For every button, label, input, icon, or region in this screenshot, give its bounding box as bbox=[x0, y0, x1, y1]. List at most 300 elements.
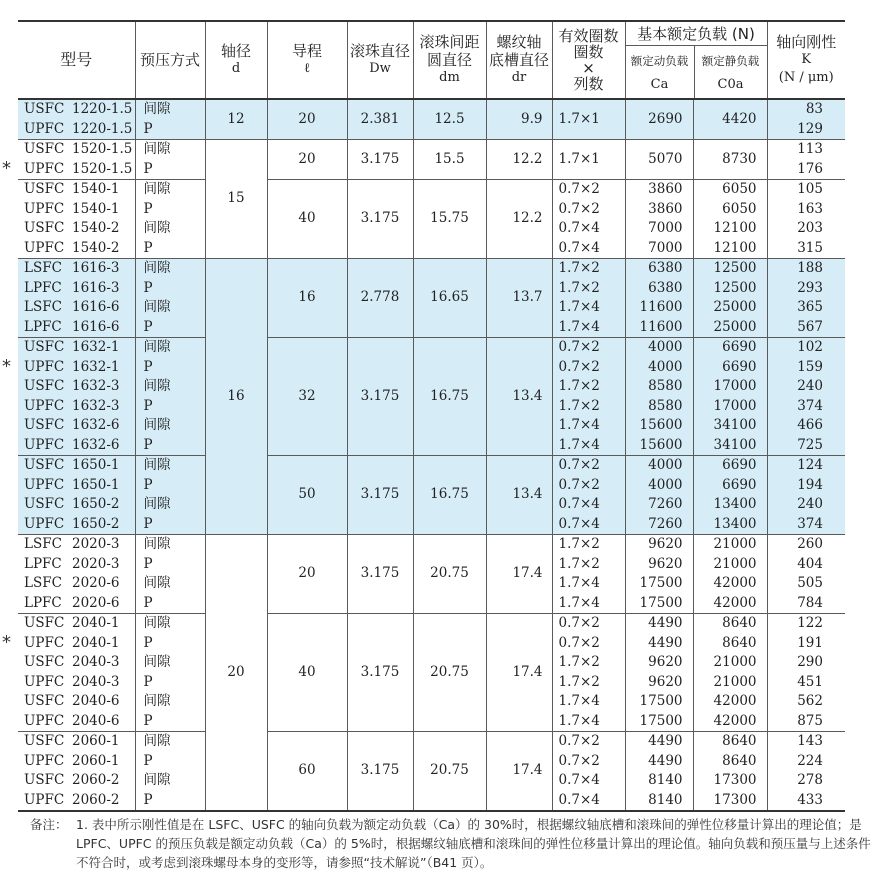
root-dia-cell: 9.9 bbox=[486, 99, 552, 140]
turns-cell: 1.7×2 bbox=[552, 555, 625, 575]
static-load-cell: 6690 bbox=[693, 338, 767, 358]
stiffness-cell: 315 bbox=[767, 239, 845, 259]
model-number: 2020-6 bbox=[72, 594, 120, 611]
model-number: 1616-3 bbox=[72, 279, 120, 296]
header-basic-load: 基本额定负载 (N) 额定动负载 Ca 额定静负载 C0a bbox=[625, 21, 767, 99]
root-dia-cell: 13.4 bbox=[486, 456, 552, 535]
model-cell bbox=[18, 791, 135, 812]
model-cell bbox=[18, 200, 135, 220]
preload-cell: 间隙 bbox=[135, 298, 205, 318]
root-dia-cell: 13.4 bbox=[486, 338, 552, 456]
model-cell bbox=[18, 160, 135, 180]
model-number: 2040-6 bbox=[72, 712, 120, 729]
stiffness-cell: 505 bbox=[767, 574, 845, 594]
dynamic-load-cell: 8140 bbox=[625, 791, 693, 812]
model-number: 1540-1 bbox=[72, 200, 120, 217]
model-number: 1650-1 bbox=[72, 457, 120, 473]
spec-table-wrapper bbox=[18, 20, 845, 812]
lead-cell: 20 bbox=[267, 535, 347, 614]
ball-dia-cell: 2.381 bbox=[347, 99, 413, 140]
turns-cell: 0.7×2 bbox=[552, 614, 625, 634]
model-cell bbox=[18, 771, 135, 791]
table-row bbox=[18, 456, 845, 476]
turns-cell: 0.7×2 bbox=[552, 358, 625, 378]
model-number: 2040-3 bbox=[72, 654, 120, 670]
model-series: USFC bbox=[24, 378, 65, 394]
preload-cell: P bbox=[135, 358, 205, 378]
turns-cell: 1.7×1 bbox=[552, 99, 625, 140]
preload-cell: 间隙 bbox=[135, 732, 205, 752]
preload-cell: 间隙 bbox=[135, 416, 205, 436]
preload-cell: 间隙 bbox=[135, 771, 205, 791]
model-number: 1220-1.5 bbox=[72, 101, 133, 117]
model-series: UPFC bbox=[24, 397, 65, 414]
dynamic-load-cell: 17500 bbox=[625, 574, 693, 594]
turns-cell: 1.7×2 bbox=[552, 397, 625, 417]
model-cell bbox=[18, 555, 135, 575]
model-cell bbox=[18, 298, 135, 318]
model-cell bbox=[18, 377, 135, 397]
model-cell bbox=[18, 120, 135, 140]
header-pcd: 滚珠间距 圆直径 dm bbox=[413, 21, 486, 99]
model-number: 1540-2 bbox=[72, 239, 120, 256]
model-series: UPFC bbox=[24, 673, 65, 690]
preload-cell: P bbox=[135, 120, 205, 140]
table-row bbox=[18, 338, 845, 358]
model-number: 2040-6 bbox=[72, 693, 120, 709]
model-series: USFC bbox=[24, 339, 65, 355]
turns-cell: 0.7×2 bbox=[552, 634, 625, 654]
model-cell bbox=[18, 338, 135, 358]
preload-cell: 间隙 bbox=[135, 99, 205, 120]
model-series: UPFC bbox=[24, 712, 65, 729]
model-cell bbox=[18, 416, 135, 436]
pcd-cell: 16.75 bbox=[413, 456, 486, 535]
pcd-cell: 15.75 bbox=[413, 180, 486, 259]
static-load-cell: 6690 bbox=[693, 358, 767, 378]
preload-cell: 间隙 bbox=[135, 180, 205, 200]
pcd-cell: 12.5 bbox=[413, 99, 486, 140]
stiffness-cell: 191 bbox=[767, 634, 845, 654]
dynamic-load-cell: 11600 bbox=[625, 318, 693, 338]
model-series: USFC bbox=[24, 693, 65, 709]
static-load-cell: 42000 bbox=[693, 692, 767, 712]
static-load-cell: 17300 bbox=[693, 771, 767, 791]
turns-cell: 1.7×4 bbox=[552, 692, 625, 712]
model-number: 1220-1.5 bbox=[72, 120, 133, 137]
turns-cell: 0.7×4 bbox=[552, 219, 625, 239]
model-number: 1632-6 bbox=[72, 417, 120, 433]
static-load-cell: 42000 bbox=[693, 574, 767, 594]
dynamic-load-cell: 4490 bbox=[625, 752, 693, 772]
turns-cell: 0.7×4 bbox=[552, 791, 625, 812]
table-header-row bbox=[18, 21, 845, 99]
model-series: UPFC bbox=[24, 515, 65, 532]
header-dynamic-load: 额定动负载 Ca bbox=[626, 46, 695, 98]
header-static-load: 额定静负载 C0a bbox=[701, 53, 760, 92]
table-row bbox=[18, 99, 845, 120]
model-cell bbox=[18, 259, 135, 279]
stiffness-cell: 466 bbox=[767, 416, 845, 436]
model-series: UPFC bbox=[24, 358, 65, 375]
stiffness-cell: 240 bbox=[767, 377, 845, 397]
static-load-cell: 42000 bbox=[693, 712, 767, 732]
turns-cell: 0.7×2 bbox=[552, 200, 625, 220]
dynamic-load-cell: 4000 bbox=[625, 338, 693, 358]
preload-cell: P bbox=[135, 791, 205, 812]
model-cell bbox=[18, 673, 135, 693]
dynamic-load-cell: 8140 bbox=[625, 771, 693, 791]
static-load-cell: 12100 bbox=[693, 219, 767, 239]
lead-cell: 50 bbox=[267, 456, 347, 535]
stiffness-cell: 290 bbox=[767, 653, 845, 673]
table-row bbox=[18, 259, 845, 279]
model-cell bbox=[18, 279, 135, 299]
model-cell bbox=[18, 732, 135, 752]
preload-cell: 间隙 bbox=[135, 653, 205, 673]
model-series: LSFC bbox=[24, 299, 62, 315]
footnote-text: 1. 表中所示刚性值是在 LSFC、USFC 的轴向负载为额定动负载（Ca）的 30%时，根据螺纹轴底槽和滚珠间的弹性位移量计算出的理论值；是 LPFC、UPFC 的预压负载是额定动负载（Ca）的 5%时，根据螺纹轴底槽和滚珠间的弹性位移量计算出的理论值。轴向负载和预压量与上述条件不符合时，或考虑到滚珠螺母本身的变形等，请参照“技术解说”（B41 页）。 bbox=[76, 817, 871, 870]
ball-dia-cell: 3.175 bbox=[347, 456, 413, 535]
turns-cell: 1.7×4 bbox=[552, 436, 625, 456]
dynamic-load-cell: 7260 bbox=[625, 515, 693, 535]
turns-cell: 0.7×2 bbox=[552, 752, 625, 772]
stiffness-cell: 176 bbox=[767, 160, 845, 180]
preload-cell: 间隙 bbox=[135, 377, 205, 397]
turns-cell: 1.7×2 bbox=[552, 653, 625, 673]
stiffness-cell: 203 bbox=[767, 219, 845, 239]
preload-cell: 间隙 bbox=[135, 338, 205, 358]
turns-cell: 1.7×4 bbox=[552, 318, 625, 338]
asterisk-marker: * bbox=[2, 157, 11, 179]
stiffness-cell: 293 bbox=[767, 279, 845, 299]
table-row bbox=[18, 180, 845, 200]
model-series: USFC bbox=[24, 496, 65, 512]
preload-cell: 间隙 bbox=[135, 495, 205, 515]
asterisk-marker: * bbox=[2, 631, 11, 653]
static-load-cell: 21000 bbox=[693, 555, 767, 575]
model-series: UPFC bbox=[24, 752, 65, 769]
turns-cell: 1.7×4 bbox=[552, 594, 625, 614]
ball-dia-cell: 3.175 bbox=[347, 732, 413, 812]
model-number: 2020-3 bbox=[72, 555, 120, 572]
model-series: LPFC bbox=[24, 594, 62, 611]
model-cell bbox=[18, 752, 135, 772]
model-series: USFC bbox=[24, 417, 65, 433]
model-cell bbox=[18, 358, 135, 378]
model-number: 2020-3 bbox=[72, 536, 120, 552]
turns-cell: 1.7×4 bbox=[552, 712, 625, 732]
dynamic-load-cell: 6380 bbox=[625, 259, 693, 279]
static-load-cell: 12100 bbox=[693, 239, 767, 259]
model-number: 1632-1 bbox=[72, 358, 120, 375]
dynamic-load-cell: 4490 bbox=[625, 614, 693, 634]
lead-cell: 20 bbox=[267, 140, 347, 180]
static-load-cell: 4420 bbox=[693, 99, 767, 140]
header-root-dia: 螺纹轴 底槽直径 dr bbox=[486, 21, 552, 99]
ball-dia-cell: 3.175 bbox=[347, 614, 413, 732]
header-stiffness: 轴向刚性 K (N / μm) bbox=[767, 21, 845, 99]
model-series: UPFC bbox=[24, 200, 65, 217]
turns-cell: 0.7×2 bbox=[552, 180, 625, 200]
dynamic-load-cell: 4000 bbox=[625, 358, 693, 378]
model-cell bbox=[18, 99, 135, 120]
model-cell bbox=[18, 653, 135, 673]
lead-cell: 60 bbox=[267, 732, 347, 812]
preload-cell: P bbox=[135, 239, 205, 259]
static-load-cell: 25000 bbox=[693, 298, 767, 318]
turns-cell: 0.7×2 bbox=[552, 732, 625, 752]
model-series: USFC bbox=[24, 101, 65, 117]
dynamic-load-cell: 8580 bbox=[625, 397, 693, 417]
header-shaft: 轴径 d bbox=[205, 21, 267, 99]
dynamic-load-cell: 15600 bbox=[625, 436, 693, 456]
model-number: 1520-1.5 bbox=[72, 160, 133, 177]
turns-cell: 0.7×4 bbox=[552, 771, 625, 791]
model-series: USFC bbox=[24, 772, 65, 788]
static-load-cell: 13400 bbox=[693, 495, 767, 515]
footnote bbox=[30, 815, 880, 872]
static-load-cell: 13400 bbox=[693, 515, 767, 535]
pcd-cell: 20.75 bbox=[413, 535, 486, 614]
preload-cell: 间隙 bbox=[135, 456, 205, 476]
ball-dia-cell: 3.175 bbox=[347, 338, 413, 456]
shaft-dia-cell: 15 bbox=[205, 140, 267, 259]
stiffness-cell: 102 bbox=[767, 338, 845, 358]
table-row bbox=[18, 614, 845, 634]
model-series: USFC bbox=[24, 733, 65, 749]
static-load-cell: 21000 bbox=[693, 535, 767, 555]
preload-cell: P bbox=[135, 634, 205, 654]
model-cell bbox=[18, 456, 135, 476]
model-number: 1632-1 bbox=[72, 339, 120, 355]
preload-cell: 间隙 bbox=[135, 574, 205, 594]
model-series: UPFC bbox=[24, 436, 65, 453]
stiffness-cell: 374 bbox=[767, 515, 845, 535]
dynamic-load-cell: 7000 bbox=[625, 219, 693, 239]
dynamic-load-cell: 17500 bbox=[625, 594, 693, 614]
ball-dia-cell: 3.175 bbox=[347, 535, 413, 614]
preload-cell: P bbox=[135, 752, 205, 772]
model-cell bbox=[18, 180, 135, 200]
table-body bbox=[18, 99, 845, 811]
model-number: 2060-2 bbox=[72, 772, 120, 788]
stiffness-cell: 567 bbox=[767, 318, 845, 338]
stiffness-cell: 784 bbox=[767, 594, 845, 614]
turns-cell: 1.7×4 bbox=[552, 574, 625, 594]
stiffness-cell: 260 bbox=[767, 535, 845, 555]
model-number: 1616-6 bbox=[72, 299, 120, 315]
model-number: 1632-3 bbox=[72, 397, 120, 414]
model-number: 2020-6 bbox=[72, 575, 120, 591]
model-cell bbox=[18, 515, 135, 535]
model-cell bbox=[18, 594, 135, 614]
static-load-cell: 6050 bbox=[693, 200, 767, 220]
model-number: 2060-2 bbox=[72, 791, 120, 808]
turns-cell: 1.7×4 bbox=[552, 298, 625, 318]
header-turns: 有效圈数 圈数 × 列数 bbox=[552, 21, 625, 99]
turns-cell: 0.7×4 bbox=[552, 495, 625, 515]
model-cell bbox=[18, 495, 135, 515]
pcd-cell: 20.75 bbox=[413, 732, 486, 812]
model-cell bbox=[18, 634, 135, 654]
model-series: UPFC bbox=[24, 160, 65, 177]
stiffness-cell: 122 bbox=[767, 614, 845, 634]
model-series: LSFC bbox=[24, 536, 62, 552]
turns-cell: 1.7×2 bbox=[552, 259, 625, 279]
model-series: UPFC bbox=[24, 476, 65, 493]
model-cell bbox=[18, 692, 135, 712]
dynamic-load-cell: 4000 bbox=[625, 456, 693, 476]
preload-cell: 间隙 bbox=[135, 259, 205, 279]
model-number: 1650-2 bbox=[72, 496, 120, 512]
preload-cell: P bbox=[135, 160, 205, 180]
turns-cell: 1.7×2 bbox=[552, 535, 625, 555]
dynamic-load-cell: 9620 bbox=[625, 653, 693, 673]
dynamic-load-cell: 6380 bbox=[625, 279, 693, 299]
preload-cell: 间隙 bbox=[135, 614, 205, 634]
shaft-dia-cell: 20 bbox=[205, 535, 267, 812]
dynamic-load-cell: 2690 bbox=[625, 99, 693, 140]
static-load-cell: 21000 bbox=[693, 673, 767, 693]
ball-dia-cell: 2.778 bbox=[347, 259, 413, 338]
model-cell bbox=[18, 476, 135, 496]
lead-cell: 40 bbox=[267, 180, 347, 259]
footnote-label: 备注： bbox=[30, 817, 68, 832]
model-cell bbox=[18, 239, 135, 259]
shaft-dia-cell: 12 bbox=[205, 99, 267, 140]
model-series: USFC bbox=[24, 654, 65, 670]
model-number: 1540-1 bbox=[72, 181, 120, 197]
root-dia-cell: 12.2 bbox=[486, 180, 552, 259]
stiffness-cell: 159 bbox=[767, 358, 845, 378]
preload-cell: P bbox=[135, 555, 205, 575]
static-load-cell: 8640 bbox=[693, 614, 767, 634]
turns-cell: 1.7×2 bbox=[552, 673, 625, 693]
preload-cell: P bbox=[135, 200, 205, 220]
stiffness-cell: 451 bbox=[767, 673, 845, 693]
model-number: 2040-1 bbox=[72, 634, 120, 651]
lead-cell: 16 bbox=[267, 259, 347, 338]
stiffness-cell: 278 bbox=[767, 771, 845, 791]
dynamic-load-cell: 4000 bbox=[625, 476, 693, 496]
model-series: LSFC bbox=[24, 260, 62, 276]
header-model: 型号 bbox=[60, 50, 93, 69]
stiffness-cell: 374 bbox=[767, 397, 845, 417]
lead-cell: 20 bbox=[267, 99, 347, 140]
asterisk-marker: * bbox=[2, 355, 11, 377]
ball-screw-spec-table bbox=[18, 20, 845, 812]
static-load-cell: 17000 bbox=[693, 377, 767, 397]
dynamic-load-cell: 15600 bbox=[625, 416, 693, 436]
static-load-cell: 6690 bbox=[693, 476, 767, 496]
preload-cell: P bbox=[135, 279, 205, 299]
lead-cell: 32 bbox=[267, 338, 347, 456]
turns-cell: 1.7×4 bbox=[552, 416, 625, 436]
model-number: 2040-1 bbox=[72, 615, 120, 631]
turns-cell: 0.7×4 bbox=[552, 515, 625, 535]
turns-cell: 0.7×2 bbox=[552, 456, 625, 476]
model-series: LSFC bbox=[24, 575, 62, 591]
table-row bbox=[18, 732, 845, 752]
static-load-cell: 17000 bbox=[693, 397, 767, 417]
preload-cell: P bbox=[135, 476, 205, 496]
static-load-cell: 17300 bbox=[693, 791, 767, 812]
stiffness-cell: 725 bbox=[767, 436, 845, 456]
preload-cell: P bbox=[135, 436, 205, 456]
turns-cell: 0.7×2 bbox=[552, 476, 625, 496]
dynamic-load-cell: 3860 bbox=[625, 200, 693, 220]
preload-cell: P bbox=[135, 712, 205, 732]
stiffness-cell: 83 bbox=[767, 99, 845, 120]
preload-cell: P bbox=[135, 673, 205, 693]
stiffness-cell: 875 bbox=[767, 712, 845, 732]
stiffness-cell: 129 bbox=[767, 120, 845, 140]
stiffness-cell: 194 bbox=[767, 476, 845, 496]
static-load-cell: 12500 bbox=[693, 279, 767, 299]
dynamic-load-cell: 17500 bbox=[625, 712, 693, 732]
model-cell bbox=[18, 436, 135, 456]
stiffness-cell: 562 bbox=[767, 692, 845, 712]
static-load-cell: 8640 bbox=[693, 752, 767, 772]
dynamic-load-cell: 3860 bbox=[625, 180, 693, 200]
model-cell bbox=[18, 574, 135, 594]
ball-dia-cell: 3.175 bbox=[347, 140, 413, 180]
root-dia-cell: 13.7 bbox=[486, 259, 552, 338]
model-cell bbox=[18, 614, 135, 634]
dynamic-load-cell: 7260 bbox=[625, 495, 693, 515]
static-load-cell: 8730 bbox=[693, 140, 767, 180]
model-series: LPFC bbox=[24, 555, 62, 572]
static-load-cell: 8640 bbox=[693, 634, 767, 654]
model-series: LPFC bbox=[24, 279, 62, 296]
root-dia-cell: 17.4 bbox=[486, 535, 552, 614]
stiffness-cell: 113 bbox=[767, 140, 845, 160]
turns-cell: 0.7×4 bbox=[552, 239, 625, 259]
model-number: 1650-1 bbox=[72, 476, 120, 493]
pcd-cell: 15.5 bbox=[413, 140, 486, 180]
static-load-cell: 25000 bbox=[693, 318, 767, 338]
static-load-cell: 34100 bbox=[693, 436, 767, 456]
dynamic-load-cell: 4490 bbox=[625, 634, 693, 654]
model-series: USFC bbox=[24, 181, 65, 197]
pcd-cell: 16.65 bbox=[413, 259, 486, 338]
dynamic-load-cell: 11600 bbox=[625, 298, 693, 318]
root-dia-cell: 12.2 bbox=[486, 140, 552, 180]
dynamic-load-cell: 4490 bbox=[625, 732, 693, 752]
stiffness-cell: 124 bbox=[767, 456, 845, 476]
stiffness-cell: 143 bbox=[767, 732, 845, 752]
model-number: 1632-6 bbox=[72, 436, 120, 453]
shaft-dia-cell: 16 bbox=[205, 259, 267, 535]
preload-cell: P bbox=[135, 397, 205, 417]
stiffness-cell: 224 bbox=[767, 752, 845, 772]
model-number: 1616-6 bbox=[72, 318, 120, 335]
model-cell bbox=[18, 397, 135, 417]
stiffness-cell: 404 bbox=[767, 555, 845, 575]
stiffness-cell: 105 bbox=[767, 180, 845, 200]
turns-cell: 1.7×2 bbox=[552, 377, 625, 397]
preload-cell: P bbox=[135, 318, 205, 338]
dynamic-load-cell: 7000 bbox=[625, 239, 693, 259]
preload-cell: P bbox=[135, 594, 205, 614]
model-number: 2060-1 bbox=[72, 752, 120, 769]
static-load-cell: 42000 bbox=[693, 594, 767, 614]
stiffness-cell: 188 bbox=[767, 259, 845, 279]
stiffness-cell: 240 bbox=[767, 495, 845, 515]
model-series: USFC bbox=[24, 457, 65, 473]
static-load-cell: 34100 bbox=[693, 416, 767, 436]
